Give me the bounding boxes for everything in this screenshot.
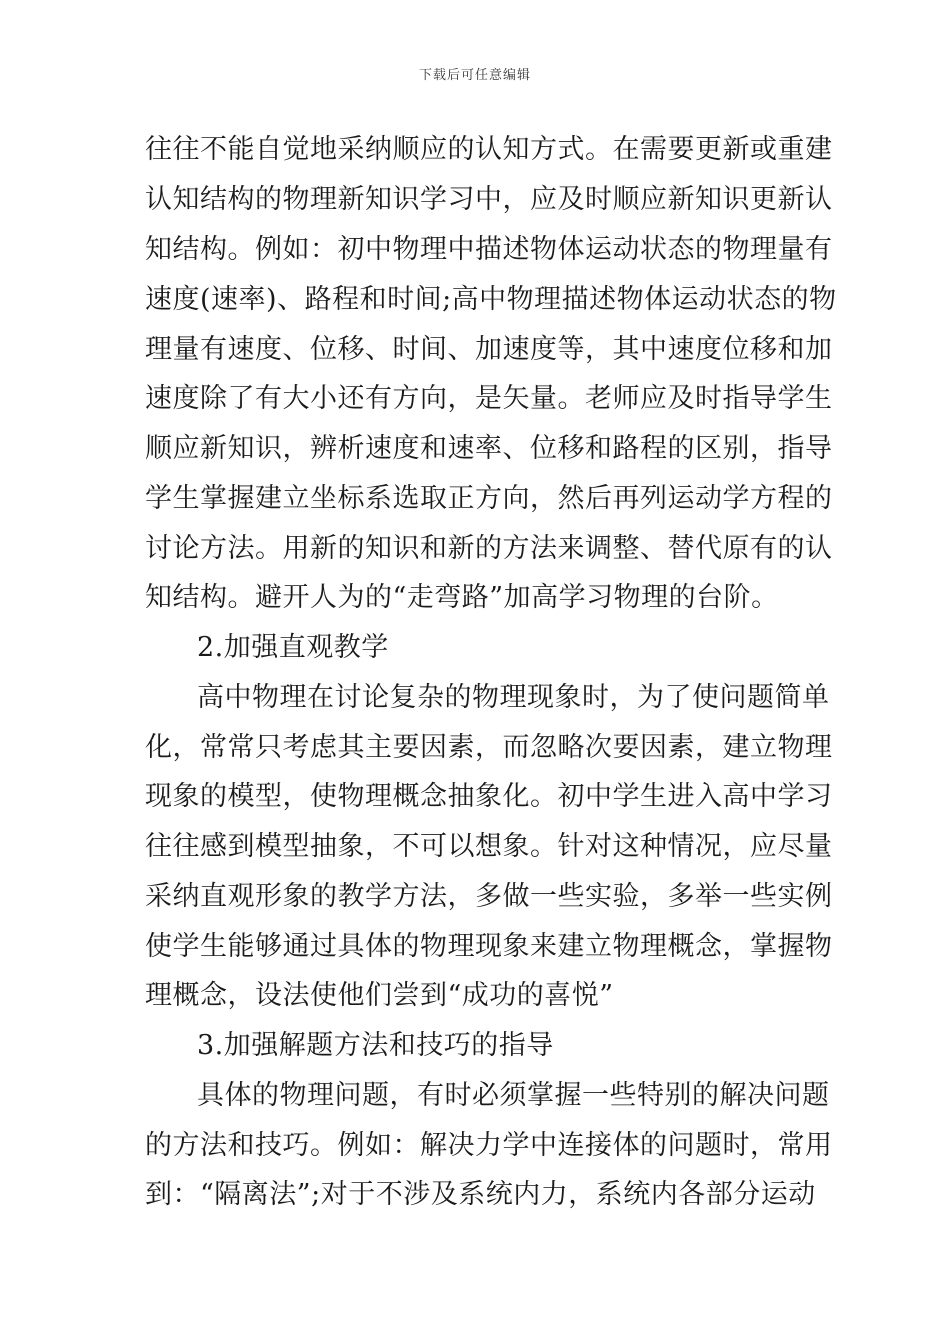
text-line: 采纳直观形象的教学方法，多做一些实验，多举一些实例 bbox=[145, 881, 833, 912]
text-line: 顺应新知识，辨析速度和速率、位移和路程的区别，指导 bbox=[145, 433, 833, 464]
text-line: 速度(速率)、路程和时间;高中物理描述物体运动状态的物 bbox=[145, 284, 837, 315]
text-line: 知结构。例如：初中物理中描述物体运动状态的物理量有 bbox=[145, 234, 833, 265]
page-header: 下载后可任意编辑 bbox=[418, 68, 531, 83]
text-line: 现象的模型，使物理概念抽象化。初中学生进入高中学习 bbox=[145, 781, 833, 812]
text-line: 速度除了有大小还有方向，是矢量。老师应及时指导学生 bbox=[145, 383, 833, 414]
section-heading: 3.加强解题方法和技巧的指导 bbox=[197, 1030, 554, 1061]
text-line: 具体的物理问题，有时必须掌握一些特别的解决问题 bbox=[197, 1080, 830, 1111]
text-line: 知结构。避开人为的“走弯路”加高学习物理的台阶。 bbox=[145, 582, 779, 613]
text-line: 讨论方法。用新的知识和新的方法来调整、替代原有的认 bbox=[145, 533, 833, 564]
text-line: 理量有速度、位移、时间、加速度等，其中速度位移和加 bbox=[145, 334, 833, 365]
text-line: 理概念，设法使他们尝到“成功的喜悦” bbox=[145, 980, 614, 1011]
text-line: 认知结构的物理新知识学习中，应及时顺应新知识更新认 bbox=[145, 184, 833, 215]
text-line: 学生掌握建立坐标系选取正方向，然后再列运动学方程的 bbox=[145, 483, 833, 514]
text-line: 到：“隔离法”;对于不涉及系统内力，系统内各部分运动 bbox=[145, 1179, 816, 1210]
text-line: 使学生能够通过具体的物理现象来建立物理概念，掌握物 bbox=[145, 931, 833, 962]
section-heading: 2.加强直观教学 bbox=[197, 632, 389, 663]
text-line: 往往感到模型抽象，不可以想象。针对这种情况，应尽量 bbox=[145, 831, 833, 862]
text-line: 往往不能自觉地采纳顺应的认知方式。在需要更新或重建 bbox=[145, 134, 833, 165]
text-line: 高中物理在讨论复杂的物理现象时，为了使问题简单 bbox=[197, 682, 830, 713]
text-line: 的方法和技巧。例如：解决力学中连接体的问题时，常用 bbox=[145, 1130, 833, 1161]
text-line: 化，常常只考虑其主要因素，而忽略次要因素，建立物理 bbox=[145, 732, 833, 763]
